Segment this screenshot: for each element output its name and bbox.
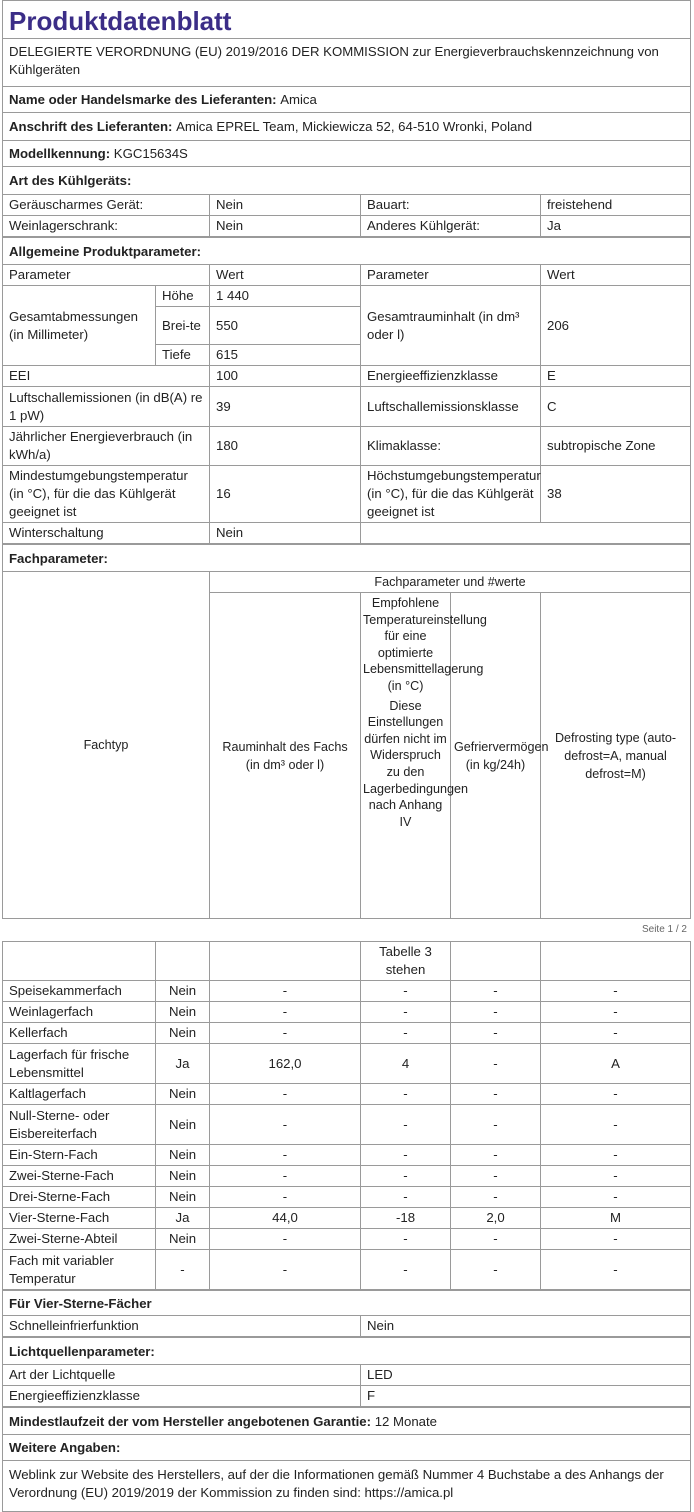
fach-cell-freeze: -: [451, 1023, 541, 1044]
fach-cell-temp: -: [361, 1105, 451, 1145]
fach-cell-freeze: -: [451, 1002, 541, 1023]
model-row: [2, 140, 691, 166]
fachtyp-header: Fachtyp: [3, 572, 210, 919]
cell: Nein: [210, 523, 361, 544]
cell: Energieeffizienzklasse: [3, 1386, 361, 1407]
more-heading: Weitere Angaben:: [2, 1434, 691, 1460]
general-table: [2, 264, 691, 544]
fach-cell-defrost: -: [541, 981, 691, 1002]
table-row: [3, 195, 691, 216]
fach-cell-vol: -: [210, 1023, 361, 1044]
fach-row: [3, 1208, 691, 1229]
light-heading: Lichtquellenparameter:: [2, 1337, 691, 1364]
cell: 39: [210, 387, 361, 427]
light-table: [2, 1364, 691, 1407]
fach-cell-name: Lagerfach für frische Lebensmittel: [3, 1044, 156, 1084]
supplier-name-value: Amica: [280, 92, 317, 107]
fach-cell-freeze: -: [451, 1187, 541, 1208]
fach-cell-defrost: -: [541, 1166, 691, 1187]
fach-cell-present: Nein: [156, 1023, 210, 1044]
warranty-value: 12 Monate: [374, 1413, 438, 1429]
cell: Schnelleinfrierfunktion: [3, 1316, 361, 1337]
cell: 180: [210, 427, 361, 466]
cell: Winterschaltung: [3, 523, 210, 544]
fach-row: [3, 1044, 691, 1084]
cell: EEI: [3, 366, 210, 387]
fach-cell-temp: -: [361, 981, 451, 1002]
cell: Bauart:: [361, 195, 541, 216]
general-heading: Allgemeine Produktparameter:: [2, 237, 691, 264]
table-row: [3, 1386, 691, 1407]
fach-cell-name: Zwei-Sterne-Fach: [3, 1166, 156, 1187]
cell: Höchstumgebungstemperatur (in °C), für die das Kühlgerät geeignet ist: [361, 466, 541, 523]
table-row: [3, 216, 691, 237]
header-cell: Parameter: [3, 265, 210, 286]
table-row: [3, 1365, 691, 1386]
cell: C: [541, 387, 691, 427]
cell: Geräuscharmes Gerät:: [3, 195, 210, 216]
cell: [361, 523, 691, 544]
fach-cell-freeze: -: [451, 1250, 541, 1290]
model-value: KGC15634S: [113, 146, 188, 161]
cell: freistehend: [541, 195, 691, 216]
table-row: [3, 427, 691, 466]
fach-cell-present: Nein: [156, 1187, 210, 1208]
fach-row: [3, 1250, 691, 1290]
model-label: Modellkennung:: [9, 146, 111, 161]
header-cell: Wert: [541, 265, 691, 286]
cell: Mindestumgebungstemperatur (in °C), für die das Kühlgerät geeignet ist: [3, 466, 210, 523]
cell: Gesamtabmessungen (in Millimeter): [3, 286, 156, 366]
fach-row: [3, 1166, 691, 1187]
fach-cell-freeze: -: [451, 1084, 541, 1105]
fach-row: [3, 1023, 691, 1044]
more-text: Weblink zur Website des Herstellers, auf der die Informationen gemäß Nummer 4 Buchstabe a des Anhangs der Verordnung (EU) 2019/2019 der Kommission zu finden sind: https://amica.pl: [2, 1460, 691, 1512]
cell: Tiefe: [156, 345, 210, 366]
fach-table: [2, 941, 691, 1290]
table-row: [3, 942, 691, 981]
fach-heading: Fachparameter:: [2, 544, 691, 571]
table-row: [3, 523, 691, 544]
temp-header-text: Empfohlene Temperatureinstellung für eine optimierte Lebensmittellagerung (in °C): [363, 596, 487, 693]
cell: 100: [210, 366, 361, 387]
cell: Höhe: [156, 286, 210, 307]
cell: [541, 942, 691, 981]
supplier-address-row: [2, 112, 691, 140]
cell: Anderes Kühlgerät:: [361, 216, 541, 237]
table-row: [3, 387, 691, 427]
fach-cell-temp: -: [361, 1084, 451, 1105]
fach-cell-present: Ja: [156, 1044, 210, 1084]
cell: [451, 942, 541, 981]
fach-cell-temp: -: [361, 1023, 451, 1044]
fach-cell-vol: 162,0: [210, 1044, 361, 1084]
cell: Brei-te: [156, 307, 210, 345]
warranty-row: [2, 1407, 691, 1434]
fach-cell-defrost: -: [541, 1084, 691, 1105]
cell: 206: [541, 286, 691, 366]
cell: 1 440: [210, 286, 361, 307]
fach-cell-present: Nein: [156, 1145, 210, 1166]
cell: Energieeffizienzklasse: [361, 366, 541, 387]
fach-cell-present: Nein: [156, 1229, 210, 1250]
cell: Nein: [210, 195, 361, 216]
fach-cell-vol: -: [210, 1166, 361, 1187]
fach-cell-name: Fach mit variabler Temperatur: [3, 1250, 156, 1290]
table-row: [3, 466, 691, 523]
fach-cell-vol: -: [210, 1187, 361, 1208]
fach-cell-defrost: -: [541, 1023, 691, 1044]
fach-cell-temp: -: [361, 1002, 451, 1023]
fach-header-table: [2, 571, 691, 919]
fach-cell-freeze: -: [451, 1105, 541, 1145]
fach-row: [3, 1229, 691, 1250]
cell: Weinlagerschrank:: [3, 216, 210, 237]
fach-cell-temp: 4: [361, 1044, 451, 1084]
fach-cell-name: Drei-Sterne-Fach: [3, 1187, 156, 1208]
cell: Gesamtrauminhalt (in dm³ oder l): [361, 286, 541, 366]
fach-cell-name: Vier-Sterne-Fach: [3, 1208, 156, 1229]
cell: Klimaklasse:: [361, 427, 541, 466]
fach-cell-present: Nein: [156, 981, 210, 1002]
supplier-address-value: Amica EPREL Team, Mickiewicza 52, 64-510 Wronki, Poland: [176, 119, 533, 134]
fach-cell-vol: 44,0: [210, 1208, 361, 1229]
table-row: [3, 1316, 691, 1337]
four-star-table: [2, 1315, 691, 1337]
four-star-heading: Für Vier-Sterne-Fächer: [2, 1290, 691, 1315]
type-table: [2, 194, 691, 237]
fach-cell-present: Nein: [156, 1084, 210, 1105]
fach-cell-temp: -: [361, 1166, 451, 1187]
fach-cell-freeze: -: [451, 1044, 541, 1084]
fach-cell-temp: -: [361, 1229, 451, 1250]
header-cell: Wert: [210, 265, 361, 286]
fach-cell-present: Nein: [156, 1105, 210, 1145]
group-header: Fachparameter und #werte: [210, 572, 691, 593]
fach-cell-vol: -: [210, 1229, 361, 1250]
fach-cell-vol: -: [210, 1002, 361, 1023]
fach-cell-present: -: [156, 1250, 210, 1290]
cell: 615: [210, 345, 361, 366]
table-row: [3, 286, 691, 307]
fach-cell-defrost: -: [541, 1145, 691, 1166]
table-row: [3, 265, 691, 286]
cell: Nein: [361, 1316, 691, 1337]
fach-cell-vol: -: [210, 1105, 361, 1145]
page-number: Seite 1 / 2: [641, 924, 687, 935]
freeze-header: Gefriervermögen (in kg/24h): [451, 593, 541, 919]
fach-row: [3, 1145, 691, 1166]
regulation-intro: DELEGIERTE VERORDNUNG (EU) 2019/2016 DER KOMMISSION zur Energieverbrauchskennzeichnung von Kühlgeräten: [2, 38, 691, 86]
header-cell: Parameter: [361, 265, 541, 286]
cell: 38: [541, 466, 691, 523]
fach-cell-defrost: A: [541, 1044, 691, 1084]
datasheet: [2, 0, 691, 1512]
fach-row: [3, 981, 691, 1002]
fach-cell-vol: -: [210, 1250, 361, 1290]
cell: [3, 942, 156, 981]
fach-cell-name: Speisekammerfach: [3, 981, 156, 1002]
cell: LED: [361, 1365, 691, 1386]
fach-cell-defrost: -: [541, 1002, 691, 1023]
cell: 550: [210, 307, 361, 345]
cell: [156, 942, 210, 981]
fach-row: [3, 1002, 691, 1023]
fach-cell-defrost: -: [541, 1187, 691, 1208]
table-row: [3, 366, 691, 387]
supplier-name-label: Name oder Handelsmarke des Lieferanten:: [9, 92, 277, 107]
fach-cell-defrost: -: [541, 1250, 691, 1290]
fach-cell-name: Ein-Stern-Fach: [3, 1145, 156, 1166]
fach-cell-defrost: -: [541, 1105, 691, 1145]
fach-cell-vol: -: [210, 981, 361, 1002]
cell: Luftschallemissionsklasse: [361, 387, 541, 427]
fach-cell-name: Weinlagerfach: [3, 1002, 156, 1023]
fach-cell-vol: -: [210, 1145, 361, 1166]
fach-cell-freeze: -: [451, 1166, 541, 1187]
type-heading: Art des Kühlgeräts:: [2, 166, 691, 194]
temp-header: [361, 593, 487, 919]
supplier-name-row: [2, 86, 691, 112]
fach-cell-freeze: -: [451, 981, 541, 1002]
cell: Art der Lichtquelle: [3, 1365, 361, 1386]
cell: F: [361, 1386, 691, 1407]
fach-cell-name: Null-Sterne- oder Eisbereiterfach: [3, 1105, 156, 1145]
fach-row: [3, 1187, 691, 1208]
fach-cell-temp: -: [361, 1145, 451, 1166]
page-title: Produktdatenblatt: [2, 0, 691, 38]
table-row: [3, 572, 691, 593]
fach-row: [3, 1084, 691, 1105]
defrost-header: Defrosting type (auto-defrost=A, manual defrost=M): [541, 593, 691, 919]
supplier-address-label: Anschrift des Lieferanten:: [9, 119, 173, 134]
fach-cell-freeze: -: [451, 1229, 541, 1250]
volume-header: Rauminhalt des Fachs (in dm³ oder l): [210, 593, 361, 919]
fach-row: [3, 1105, 691, 1145]
cell: 16: [210, 466, 361, 523]
fach-cell-name: Kaltlagerfach: [3, 1084, 156, 1105]
cell: E: [541, 366, 691, 387]
warranty-label: Mindestlaufzeit der vom Hersteller angebotenen Garantie:: [9, 1413, 372, 1429]
temp-header-continued: Tabelle 3 stehen: [361, 942, 451, 981]
fach-cell-freeze: -: [451, 1145, 541, 1166]
cell: Nein: [210, 216, 361, 237]
cell: subtropische Zone: [541, 427, 691, 466]
fach-cell-present: Nein: [156, 1002, 210, 1023]
fach-cell-temp: -: [361, 1187, 451, 1208]
cell: Ja: [541, 216, 691, 237]
cell: [210, 942, 361, 981]
cell: Luftschallemissionen (in dB(A) re 1 pW): [3, 387, 210, 427]
fach-cell-present: Ja: [156, 1208, 210, 1229]
fach-cell-temp: -: [361, 1250, 451, 1290]
fach-cell-name: Kellerfach: [3, 1023, 156, 1044]
fach-cell-vol: -: [210, 1084, 361, 1105]
temp-header-note: Diese Einstellungen dürfen nicht im Widerspruch zu den Lagerbedingungen nach Anhang IV: [363, 698, 469, 829]
fach-cell-name: Zwei-Sterne-Abteil: [3, 1229, 156, 1250]
fach-cell-present: Nein: [156, 1166, 210, 1187]
fach-cell-freeze: 2,0: [451, 1208, 541, 1229]
cell: Jährlicher Energieverbrauch (in kWh/a): [3, 427, 210, 466]
fach-cell-temp: -18: [361, 1208, 451, 1229]
fach-cell-defrost: -: [541, 1229, 691, 1250]
fach-cell-defrost: M: [541, 1208, 691, 1229]
